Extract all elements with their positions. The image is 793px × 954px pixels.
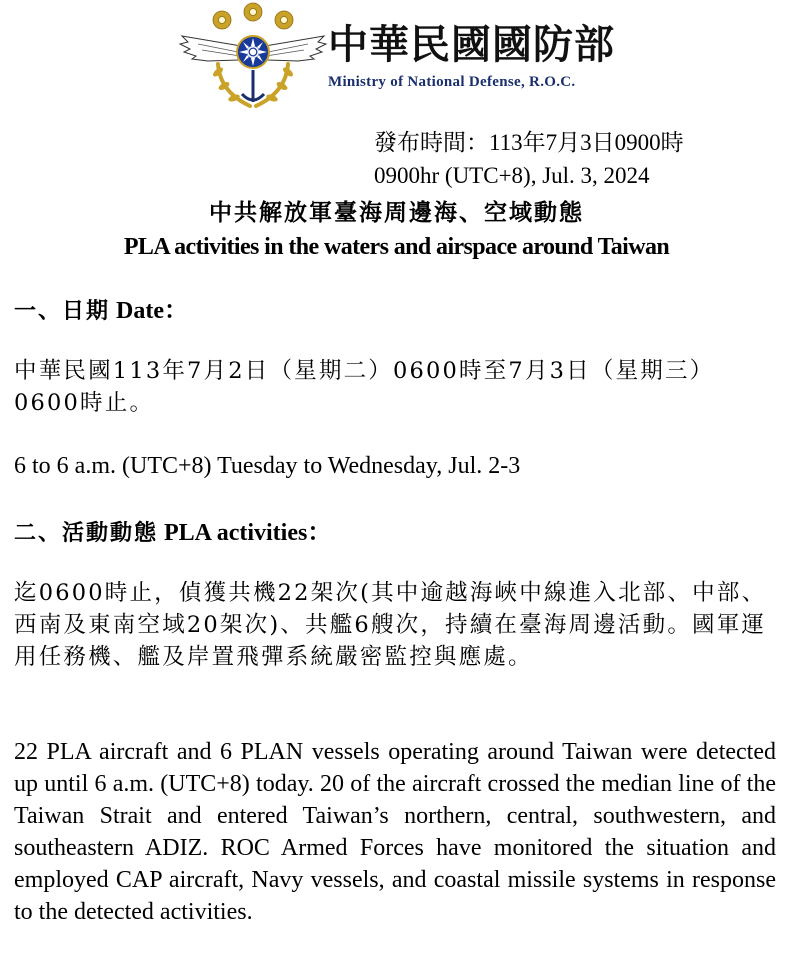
section-2-body-en: 22 PLA aircraft and 6 PLAN vessels operating around Taiwan were detected up until 6 a.m. (UTC+8) today. 20 of the aircraft crossed the median line of the Taiwan Strait and entered Taiwan’s northern, central, southwestern, and southeastern ADIZ. ROC Armed Forces have monitored the situation and employed CAP aircraft, Navy vessels, and coastal missile systems in response to the detected activities. [14, 739, 776, 925]
page-title-en: PLA activities in the waters and airspace around Taiwan [123, 234, 670, 260]
org-name-en: Ministry of National Defense, R.O.C. [328, 74, 576, 90]
section-1-heading-zh: 一、日期 [14, 298, 111, 324]
release-time-en: 0900hr (UTC+8), Jul. 3, 2024 [374, 163, 650, 188]
section-2-heading [14, 512, 331, 547]
page-title [0, 196, 793, 264]
header [178, 2, 638, 114]
section-2-heading-zh: 二、活動動態 [14, 520, 159, 546]
mnd-emblem-icon [178, 2, 328, 114]
section-1-heading [14, 290, 188, 325]
section-2-body-zh: 迄0600時止，偵獲共機22架次(其中逾越海峽中線進入北部、中部、西南及東南空域20架次)、共艦6艘次，持續在臺海周邊活動。國軍運用任務機、艦及岸置飛彈系統嚴密監控與應處。 [14, 580, 767, 670]
section-2-heading-en: PLA activities： [164, 520, 332, 546]
section-1-body-zh: 中華民國113年7月2日（星期二）0600時至7月3日（星期三）0600時止。 [14, 358, 715, 416]
release-time [374, 126, 684, 192]
org-name-zh: 中華民國國防部 [328, 21, 615, 68]
page-title-zh: 中共解放軍臺海周邊海、空域動態 [209, 199, 584, 226]
section-1-body-en: 6 to 6 a.m. (UTC+8) Tuesday to Wednesday, Jul. 2-3 [14, 453, 521, 479]
section-1-heading-en: Date： [116, 298, 188, 324]
release-time-zh: 發布時間：113年7月3日0900時 [374, 130, 684, 155]
